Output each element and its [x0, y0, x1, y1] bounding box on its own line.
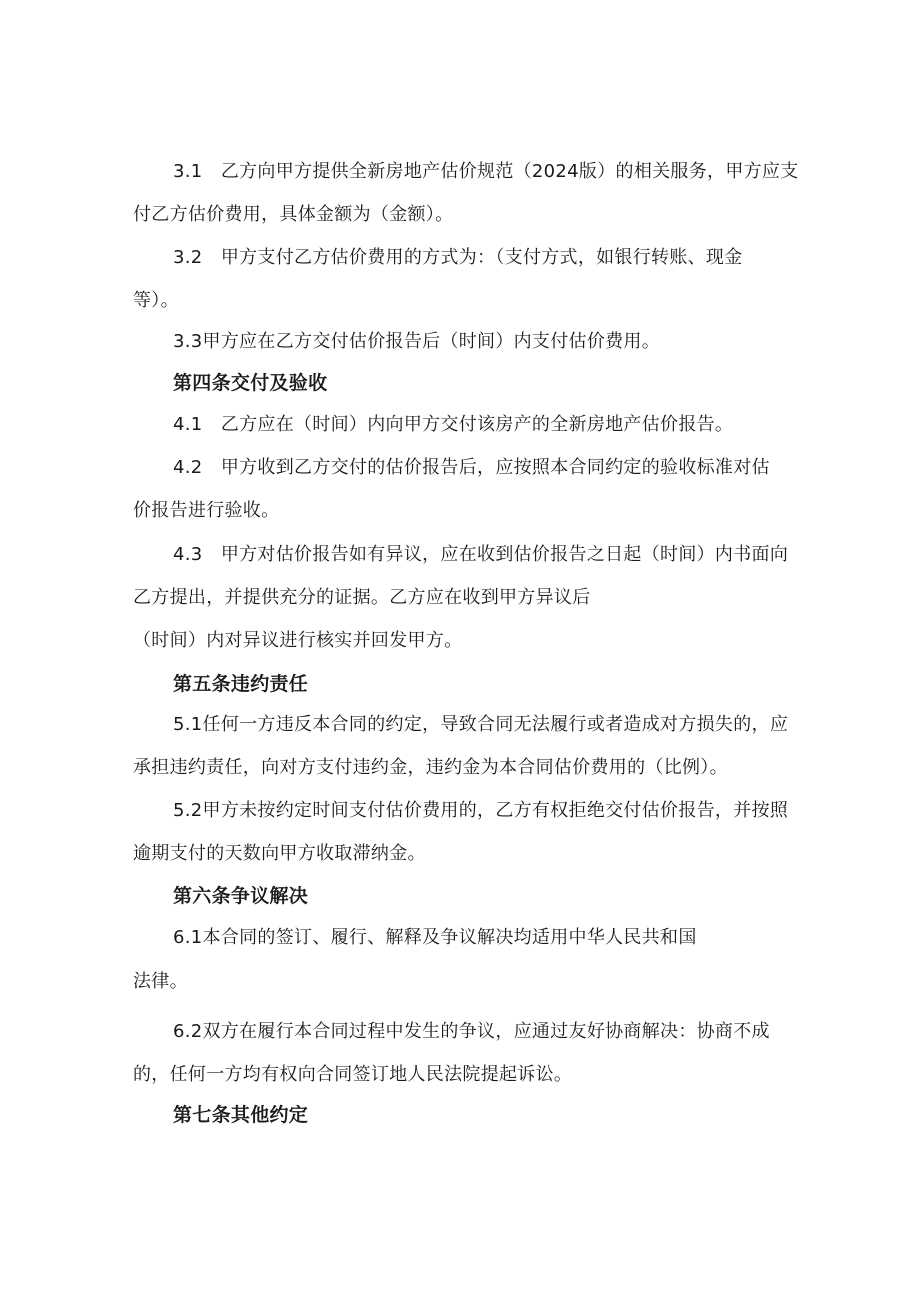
section-heading-6: 第六条争议解决	[173, 885, 309, 907]
clause-4-1: 4.1 乙方应在（时间）内向甲方交付该房产的全新房地产估价报告。	[173, 414, 734, 435]
clause-5-1-line-1: 5.1任何一方违反本合同的约定，导致合同无法履行或者造成对方损失的，应	[173, 714, 789, 735]
clause-3-3: 3.3甲方应在乙方交付估价报告后（时间）内支付估价费用。	[173, 331, 661, 352]
clause-4-3-line-1: 4.3 甲方对估价报告如有异议，应在收到估价报告之日起（时间）内书面向	[173, 544, 789, 565]
clause-6-1-line-2: 法律。	[133, 971, 188, 992]
clause-3-1-line-2: 付乙方估价费用，具体金额为（金额）。	[133, 204, 454, 225]
clause-5-1-line-2: 承担违约责任，向对方支付违约金，违约金为本合同估价费用的（比例）。	[133, 757, 728, 778]
clause-5-2-line-2: 逾期支付的天数向甲方收取滞纳金。	[133, 843, 426, 864]
section-heading-4: 第四条交付及验收	[173, 372, 328, 394]
clause-3-2-line-1: 3.2 甲方支付乙方估价费用的方式为：（支付方式，如银行转账、现金	[173, 247, 743, 268]
clause-3-1-line-1: 3.1 乙方向甲方提供全新房地产估价规范（2024版）的相关服务，甲方应支	[173, 161, 799, 182]
clause-5-2-line-1: 5.2甲方未按约定时间支付估价费用的，乙方有权拒绝交付估价报告，并按照	[173, 800, 789, 821]
clause-3-2-line-2: 等）。	[133, 290, 179, 311]
clause-6-2-line-1: 6.2双方在履行本合同过程中发生的争议，应通过友好协商解决：协商不成	[173, 1021, 770, 1042]
section-heading-7: 第七条其他约定	[173, 1104, 309, 1126]
clause-6-1-line-1: 6.1本合同的签订、履行、解释及争议解决均适用中华人民共和国	[173, 927, 697, 948]
clause-4-2-line-1: 4.2 甲方收到乙方交付的估价报告后，应按照本合同约定的验收标准对估	[173, 457, 770, 478]
clause-4-2-line-2: 价报告进行验收。	[133, 500, 280, 521]
section-heading-5: 第五条违约责任	[173, 673, 309, 695]
clause-4-3-line-2: 乙方提出，并提供充分的证据。乙方应在收到甲方异议后	[133, 587, 591, 608]
clause-6-2-line-2: 的，任何一方均有权向合同签订地人民法院提起诉讼。	[133, 1064, 573, 1085]
clause-4-3-line-3: （时间）内对异议进行核实并回发甲方。	[133, 630, 463, 651]
